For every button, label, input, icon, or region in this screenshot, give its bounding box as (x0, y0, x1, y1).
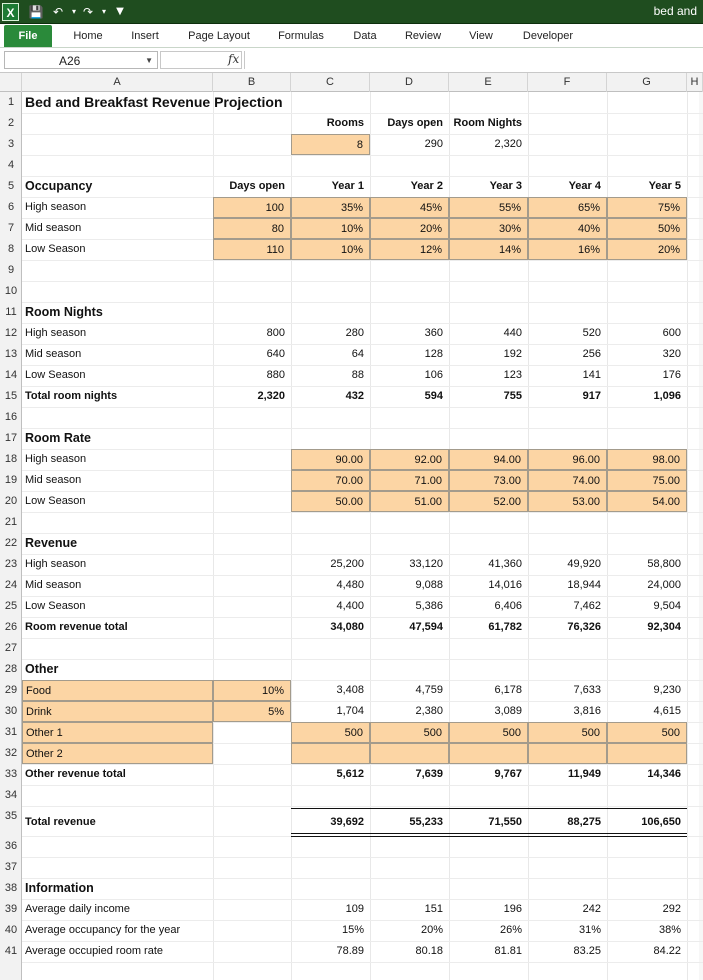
input-cell[interactable]: 500 (370, 722, 449, 743)
room-nights-header[interactable]: Room Nights (453, 117, 522, 129)
row-header[interactable]: 14 (4, 369, 18, 381)
redo-dropdown-icon[interactable]: ▾ (101, 7, 106, 16)
total-revenue-label[interactable]: Total revenue (25, 816, 96, 828)
column-headers (0, 73, 703, 92)
input-label-cell[interactable]: Other 2 (22, 743, 213, 764)
input-cell[interactable]: 40% (528, 218, 607, 239)
row-label[interactable]: Low Season (25, 243, 86, 255)
occupancy-col-header[interactable]: Days open (229, 180, 285, 192)
row-header[interactable]: 39 (4, 903, 18, 915)
input-cell[interactable] (528, 743, 607, 764)
input-cell[interactable]: 96.00 (528, 449, 607, 470)
total-double-border (291, 836, 687, 837)
value-cell[interactable]: 83.25 (573, 945, 601, 957)
input-cell[interactable] (291, 743, 370, 764)
formula-input[interactable] (244, 51, 703, 69)
row-header[interactable]: 17 (4, 432, 18, 444)
input-cell[interactable]: 45% (370, 197, 449, 218)
total-cell[interactable]: 2,320 (257, 390, 285, 402)
row-label[interactable]: High season (25, 201, 87, 213)
column-header-g[interactable]: G (607, 73, 687, 92)
undo-dropdown-icon[interactable]: ▾ (71, 7, 76, 16)
value-cell[interactable]: 41,360 (488, 558, 522, 570)
column-header-f[interactable]: F (528, 73, 607, 92)
value-cell[interactable]: 6,406 (494, 600, 522, 612)
undo-icon[interactable]: ↶ (52, 5, 64, 19)
row-header[interactable]: 2 (7, 117, 15, 129)
total-revenue-cell[interactable]: 71,550 (488, 816, 522, 828)
total-label[interactable]: Total room nights (25, 390, 118, 402)
value-cell[interactable]: 3,816 (573, 705, 601, 717)
input-cell[interactable] (370, 743, 449, 764)
grid-line (22, 857, 703, 858)
row-label[interactable]: Average daily income (25, 903, 130, 915)
row-header[interactable]: 26 (4, 621, 18, 633)
row-label[interactable]: Low Season (25, 600, 86, 612)
row-header[interactable]: 24 (4, 579, 18, 591)
total-top-border (291, 808, 687, 809)
row-header[interactable]: 3 (7, 138, 15, 150)
input-cell[interactable]: 54.00 (607, 491, 687, 512)
total-cell[interactable]: 92,304 (647, 621, 681, 633)
row-header[interactable]: 34 (4, 789, 18, 801)
value-cell[interactable]: 123 (503, 369, 522, 381)
row-header[interactable]: 38 (4, 882, 18, 894)
input-label-cell[interactable]: Drink (22, 701, 213, 722)
tab-page-layout[interactable]: Page Layout (188, 30, 250, 42)
input-cell[interactable]: 10% (213, 680, 291, 701)
sheet-right-edge (699, 92, 703, 980)
row-header[interactable]: 28 (4, 663, 18, 675)
value-cell[interactable]: 360 (424, 327, 443, 339)
value-cell[interactable]: 800 (266, 327, 285, 339)
sheet-title[interactable]: Bed and Breakfast Revenue Projection (25, 94, 283, 110)
row-label[interactable]: Average occupancy for the year (25, 924, 181, 936)
excel-logo-icon: X (2, 3, 19, 21)
input-cell[interactable]: 98.00 (607, 449, 687, 470)
row-header[interactable]: 21 (4, 516, 18, 528)
row-label[interactable]: High season (25, 558, 87, 570)
grid-line (22, 512, 703, 513)
row-header[interactable]: 41 (4, 945, 18, 957)
input-cell[interactable]: 71.00 (370, 470, 449, 491)
grid-line (22, 407, 703, 408)
tab-insert[interactable]: Insert (131, 30, 159, 42)
input-cell[interactable]: 500 (291, 722, 370, 743)
name-box-value: A26 (59, 54, 81, 68)
total-double-border (291, 833, 687, 834)
value-cell[interactable]: 151 (424, 903, 443, 915)
value-cell[interactable]: 196 (503, 903, 522, 915)
row-header[interactable]: 23 (4, 558, 18, 570)
input-cell[interactable]: 55% (449, 197, 528, 218)
row-label[interactable]: Low Season (25, 495, 86, 507)
row-header[interactable]: 6 (7, 201, 15, 213)
input-cell[interactable]: 75.00 (607, 470, 687, 491)
grid-line (22, 281, 703, 282)
input-cell[interactable]: 52.00 (449, 491, 528, 512)
row-header[interactable]: 25 (4, 600, 18, 612)
input-cell[interactable]: 80 (213, 218, 291, 239)
input-cell[interactable]: 10% (291, 239, 370, 260)
total-cell[interactable]: 14,346 (647, 768, 681, 780)
value-cell[interactable]: 9,088 (415, 579, 443, 591)
input-cell[interactable]: 35% (291, 197, 370, 218)
row-header[interactable]: 11 (5, 306, 17, 318)
input-cell[interactable]: 20% (607, 239, 687, 260)
row-label[interactable]: High season (25, 453, 87, 465)
value-cell[interactable]: 7,462 (573, 600, 601, 612)
input-cell[interactable]: 50% (607, 218, 687, 239)
value-cell[interactable]: 4,480 (336, 579, 364, 591)
value-cell[interactable]: 18,944 (567, 579, 601, 591)
row-label[interactable]: Mid season (25, 474, 82, 486)
title-bar (0, 0, 703, 24)
section-other[interactable]: Other (25, 662, 59, 676)
input-cell[interactable]: 50.00 (291, 491, 370, 512)
value-cell[interactable]: 106 (424, 369, 443, 381)
row-header[interactable]: 18 (4, 453, 18, 465)
value-cell[interactable]: 292 (662, 903, 681, 915)
value-cell[interactable]: 81.81 (494, 945, 522, 957)
row-header[interactable]: 33 (4, 768, 18, 780)
input-cell[interactable]: 12% (370, 239, 449, 260)
column-header-e[interactable]: E (449, 73, 528, 92)
total-cell[interactable]: 755 (503, 390, 522, 402)
section-room-nights[interactable]: Room Nights (25, 305, 103, 319)
row-header[interactable]: 5 (7, 180, 15, 192)
total-revenue-cell[interactable]: 106,650 (641, 816, 681, 828)
value-cell[interactable]: 256 (582, 348, 601, 360)
total-cell[interactable]: 7,639 (415, 768, 443, 780)
value-cell[interactable]: 440 (503, 327, 522, 339)
value-cell[interactable]: 320 (662, 348, 681, 360)
value-cell[interactable]: 15% (341, 924, 364, 936)
value-cell[interactable]: 280 (345, 327, 364, 339)
row-header[interactable]: 27 (4, 642, 18, 654)
ribbon-tabs (0, 24, 703, 48)
grid-line (22, 785, 703, 786)
value-cell[interactable]: 33,120 (409, 558, 443, 570)
input-cell[interactable] (449, 743, 528, 764)
value-cell[interactable]: 5,386 (415, 600, 443, 612)
row-header[interactable]: 8 (7, 243, 15, 255)
value-cell[interactable]: 242 (582, 903, 601, 915)
input-cell[interactable] (607, 743, 687, 764)
row-header[interactable]: 10 (4, 285, 18, 297)
window-title: bed and (653, 4, 697, 18)
input-cell[interactable]: 110 (213, 239, 291, 260)
save-icon[interactable]: 💾 (28, 5, 44, 19)
total-cell[interactable]: 9,767 (494, 768, 522, 780)
row-label[interactable]: Mid season (25, 579, 82, 591)
row-label[interactable]: Average occupied room rate (25, 945, 163, 957)
value-cell[interactable]: 78.89 (336, 945, 364, 957)
input-cell[interactable]: 92.00 (370, 449, 449, 470)
redo-icon[interactable]: ↷ (82, 5, 94, 19)
row-header[interactable]: 9 (7, 264, 15, 276)
chevron-down-icon[interactable]: ▼ (145, 56, 153, 65)
tab-file[interactable]: File (4, 25, 52, 47)
row-label[interactable]: High season (25, 327, 87, 339)
grid-line (687, 92, 688, 980)
formula-bar (0, 49, 703, 73)
value-cell[interactable]: 88 (351, 369, 364, 381)
column-header-c[interactable]: C (291, 73, 370, 92)
occupancy-col-header[interactable]: Year 4 (568, 180, 601, 192)
input-cell[interactable]: 30% (449, 218, 528, 239)
row-label[interactable]: Low Season (25, 369, 86, 381)
input-cell[interactable]: 20% (370, 218, 449, 239)
tab-formulas[interactable]: Formulas (278, 30, 324, 42)
input-cell[interactable]: 16% (528, 239, 607, 260)
value-cell[interactable]: 7,633 (573, 684, 601, 696)
total-cell[interactable]: 5,612 (336, 768, 364, 780)
value-cell[interactable]: 3,408 (336, 684, 364, 696)
row-header[interactable]: 7 (7, 222, 15, 234)
value-cell[interactable]: 640 (266, 348, 285, 360)
total-revenue-cell[interactable]: 39,692 (330, 816, 364, 828)
input-cell[interactable]: 10% (291, 218, 370, 239)
tab-home[interactable]: Home (73, 30, 103, 42)
value-cell[interactable]: 520 (582, 327, 601, 339)
rooms-input[interactable]: 8 (291, 134, 370, 155)
column-header-a[interactable]: A (22, 73, 213, 92)
days-open-header[interactable]: Days open (387, 117, 443, 129)
input-cell[interactable]: 5% (213, 701, 291, 722)
value-cell[interactable]: 2,380 (415, 705, 443, 717)
total-label[interactable]: Other revenue total (25, 768, 126, 780)
total-revenue-cell[interactable]: 55,233 (409, 816, 443, 828)
tab-view[interactable]: View (469, 30, 493, 42)
input-label-cell[interactable]: Food (22, 680, 213, 701)
total-cell[interactable]: 61,782 (488, 621, 522, 633)
value-cell[interactable]: 4,759 (415, 684, 443, 696)
value-cell[interactable]: 128 (424, 348, 443, 360)
value-cell[interactable]: 24,000 (647, 579, 681, 591)
input-cell[interactable]: 94.00 (449, 449, 528, 470)
value-cell[interactable]: 176 (662, 369, 681, 381)
row-label[interactable]: Mid season (25, 348, 82, 360)
row-header[interactable]: 20 (4, 495, 18, 507)
occupancy-col-header[interactable]: Year 5 (648, 180, 681, 192)
input-cell[interactable]: 74.00 (528, 470, 607, 491)
total-cell[interactable]: 917 (582, 390, 601, 402)
value-cell[interactable]: 80.18 (415, 945, 443, 957)
total-label[interactable]: Room revenue total (25, 621, 128, 633)
value-cell[interactable]: 109 (345, 903, 364, 915)
value-cell[interactable]: 14,016 (488, 579, 522, 591)
value-cell[interactable]: 141 (582, 369, 601, 381)
input-label-cell[interactable]: Other 1 (22, 722, 213, 743)
row-header[interactable]: 22 (4, 537, 18, 549)
row-header[interactable]: 29 (4, 684, 18, 696)
value-cell[interactable]: 84.22 (653, 945, 681, 957)
row-header[interactable]: 15 (4, 390, 18, 402)
value-cell[interactable]: 600 (662, 327, 681, 339)
value-cell[interactable]: 49,920 (567, 558, 601, 570)
row-header[interactable]: 4 (7, 159, 15, 171)
row-header[interactable]: 12 (4, 327, 18, 339)
input-cell[interactable]: 53.00 (528, 491, 607, 512)
column-header-h[interactable]: H (687, 73, 703, 92)
value-cell[interactable]: 192 (503, 348, 522, 360)
total-cell[interactable]: 76,326 (567, 621, 601, 633)
grid-line (22, 806, 703, 807)
value-cell[interactable]: 26% (499, 924, 522, 936)
row-header[interactable]: 32 (4, 747, 18, 759)
input-cell[interactable]: 90.00 (291, 449, 370, 470)
row-header[interactable]: 31 (4, 726, 18, 738)
total-cell[interactable]: 432 (345, 390, 364, 402)
total-cell[interactable]: 1,096 (653, 390, 681, 402)
room-nights-value[interactable]: 2,320 (494, 138, 522, 150)
value-cell[interactable]: 20% (420, 924, 443, 936)
grid-line (22, 962, 703, 963)
customize-toolbar-icon[interactable]: ▼ (116, 6, 124, 17)
select-all-corner[interactable] (0, 73, 22, 92)
row-header[interactable]: 37 (4, 861, 18, 873)
value-cell[interactable]: 4,400 (336, 600, 364, 612)
occupancy-col-header[interactable]: Year 2 (410, 180, 443, 192)
input-cell[interactable]: 51.00 (370, 491, 449, 512)
row-headers (0, 92, 22, 980)
row-header[interactable]: 36 (4, 840, 18, 852)
row-header[interactable]: 16 (4, 411, 18, 423)
input-cell[interactable]: 100 (213, 197, 291, 218)
input-cell[interactable]: 500 (449, 722, 528, 743)
column-header-b[interactable]: B (213, 73, 291, 92)
total-cell[interactable]: 47,594 (409, 621, 443, 633)
value-cell[interactable]: 58,800 (647, 558, 681, 570)
section-information[interactable]: Information (25, 881, 94, 895)
input-cell[interactable]: 14% (449, 239, 528, 260)
section-revenue[interactable]: Revenue (25, 536, 78, 550)
rooms-header[interactable]: Rooms (326, 117, 364, 129)
input-cell[interactable]: 73.00 (449, 470, 528, 491)
total-cell[interactable]: 11,949 (567, 768, 601, 780)
days-open-value[interactable]: 290 (424, 138, 443, 150)
value-cell[interactable]: 3,089 (494, 705, 522, 717)
tab-review[interactable]: Review (404, 30, 442, 42)
column-header-d[interactable]: D (370, 73, 449, 92)
input-cell[interactable]: 75% (607, 197, 687, 218)
value-cell[interactable]: 38% (658, 924, 681, 936)
value-cell[interactable]: 1,704 (336, 705, 364, 717)
value-cell[interactable]: 880 (266, 369, 285, 381)
row-header[interactable]: 35 (4, 810, 18, 822)
input-cell[interactable]: 500 (528, 722, 607, 743)
total-revenue-cell[interactable]: 88,275 (567, 816, 601, 828)
input-cell[interactable]: 65% (528, 197, 607, 218)
value-cell[interactable]: 9,230 (653, 684, 681, 696)
row-header[interactable]: 30 (4, 705, 18, 717)
occupancy-col-header[interactable]: Year 3 (489, 180, 522, 192)
grid-line (22, 638, 703, 639)
tab-developer[interactable]: Developer (522, 30, 574, 42)
value-cell[interactable]: 31% (578, 924, 601, 936)
row-header[interactable]: 13 (4, 348, 18, 360)
value-cell[interactable]: 25,200 (330, 558, 364, 570)
row-header[interactable]: 19 (4, 474, 18, 486)
value-cell[interactable]: 64 (351, 348, 364, 360)
name-box[interactable] (4, 51, 158, 69)
total-cell[interactable]: 34,080 (330, 621, 364, 633)
value-cell[interactable]: 6,178 (494, 684, 522, 696)
insert-function-icon[interactable]: fx (228, 52, 240, 66)
row-header[interactable]: 1 (7, 96, 15, 108)
row-label[interactable]: Mid season (25, 222, 82, 234)
value-cell[interactable]: 9,504 (653, 600, 681, 612)
input-cell[interactable]: 70.00 (291, 470, 370, 491)
grid-line (22, 155, 703, 156)
section-room-rate[interactable]: Room Rate (25, 431, 91, 445)
row-header[interactable]: 40 (4, 924, 18, 936)
total-cell[interactable]: 594 (424, 390, 443, 402)
grid-line (22, 260, 703, 261)
occupancy-col-header[interactable]: Year 1 (331, 180, 364, 192)
value-cell[interactable]: 4,615 (653, 705, 681, 717)
tab-data[interactable]: Data (353, 30, 377, 42)
input-cell[interactable]: 500 (607, 722, 687, 743)
section-occupancy[interactable]: Occupancy (25, 179, 93, 193)
